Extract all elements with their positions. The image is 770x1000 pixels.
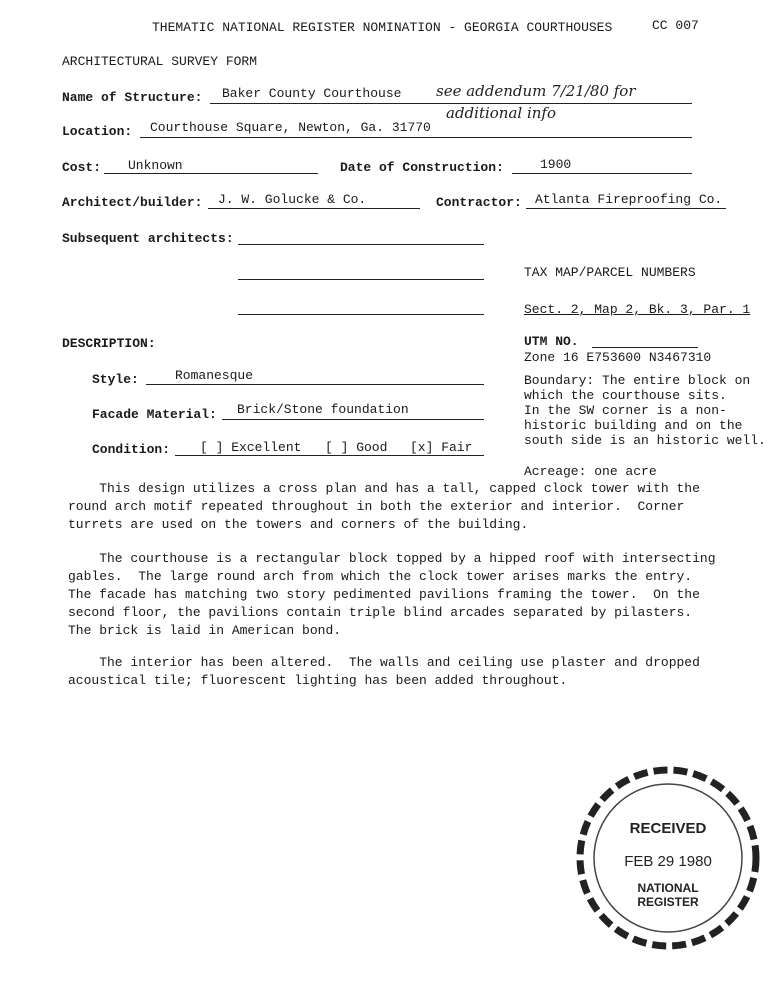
utm-line <box>592 347 698 348</box>
handwritten-note-line1: see addendum 7/21/80 for <box>436 82 636 100</box>
condition-fair-checkbox: [x] Fair <box>410 440 473 455</box>
name-label: Name of Structure: <box>62 90 203 105</box>
boundary-text <box>524 373 766 448</box>
utm-label: UTM NO. <box>524 334 579 349</box>
stamp-register: REGISTER <box>637 895 699 909</box>
location-line <box>140 137 692 138</box>
form-code: CC 007 <box>652 18 699 33</box>
location-label: Location: <box>62 124 133 139</box>
facade-value: Brick/Stone foundation <box>237 402 409 417</box>
description-label: DESCRIPTION: <box>62 336 156 351</box>
boundary-line: Boundary: The entire block on <box>524 373 751 388</box>
contractor-value: Atlanta Fireproofing Co. <box>535 192 723 207</box>
date-line <box>512 173 692 174</box>
architect-label: Architect/builder: <box>62 195 203 210</box>
date-label: Date of Construction: <box>340 160 504 175</box>
condition-excellent-checkbox: [ ] Excellent <box>200 440 302 455</box>
boundary-line: south side is an historic well. <box>524 433 766 448</box>
facade-line <box>222 419 484 420</box>
condition-label: Condition: <box>92 442 171 457</box>
style-value: Romanesque <box>175 368 254 383</box>
boundary-line: historic building and on the <box>524 418 743 433</box>
description-paragraph-3: The interior has been altered. The walls and ceiling use plaster and dropped acoustical tile; fluorescent lighting has been added throughout. <box>68 655 700 688</box>
contractor-label: Contractor: <box>436 195 522 210</box>
boundary-line: In the SW corner is a non- <box>524 403 727 418</box>
cost-line <box>104 173 318 174</box>
tax-map-label: TAX MAP/PARCEL NUMBERS <box>524 265 696 280</box>
subsequent-architects-label: Subsequent architects: <box>62 231 234 246</box>
style-label: Style: <box>92 372 139 387</box>
location-value: Courthouse Square, Newton, Ga. 31770 <box>150 120 431 135</box>
description-paragraph-1: This design utilizes a cross plan and has a tall, capped clock tower with the round arch motif repeated throughout in both the exterior and interior. Corner turrets are used on the towers and corners of the building. <box>68 481 700 532</box>
stamp-date: FEB 29 1980 <box>624 853 712 870</box>
name-value: Baker County Courthouse <box>222 86 402 101</box>
utm-value: Zone 16 E753600 N3467310 <box>524 350 712 365</box>
architect-value: J. W. Golucke & Co. <box>218 192 367 207</box>
description-paragraph-2: The courthouse is a rectangular block topped by a hipped roof with intersecting gables. The large round arch from which the clock tower arises marks the entry. The facade has matching two story pedimented pavilions framing the tower. On the second floor, the pavilions contain triple blind arcades separated by pilasters. The brick is laid in American bond. <box>68 551 716 638</box>
condition-good-checkbox: [ ] Good <box>325 440 388 455</box>
received-stamp <box>573 763 763 953</box>
boundary-line: which the courthouse sits. <box>524 388 727 403</box>
cost-value: Unknown <box>128 158 183 173</box>
subsequent-line-2 <box>238 279 484 280</box>
header-title: THEMATIC NATIONAL REGISTER NOMINATION - GEORGIA COURTHOUSES <box>152 20 613 35</box>
style-line <box>146 384 484 385</box>
subsequent-line-3 <box>238 314 484 315</box>
facade-label: Facade Material: <box>92 407 217 422</box>
condition-line <box>175 455 484 456</box>
stamp-received: RECEIVED <box>629 820 707 837</box>
subsequent-line-1 <box>238 244 484 245</box>
date-value: 1900 <box>540 157 572 172</box>
acreage: Acreage: one acre <box>524 464 657 479</box>
contractor-line <box>526 208 726 209</box>
form-title: ARCHITECTURAL SURVEY FORM <box>62 54 258 69</box>
cost-label: Cost: <box>62 160 102 175</box>
stamp-national: NATIONAL <box>637 881 699 895</box>
tax-map-value: Sect. 2, Map 2, Bk. 3, Par. 1 <box>524 302 751 317</box>
handwritten-note-line2: additional info <box>446 104 557 122</box>
architect-line <box>208 208 420 209</box>
